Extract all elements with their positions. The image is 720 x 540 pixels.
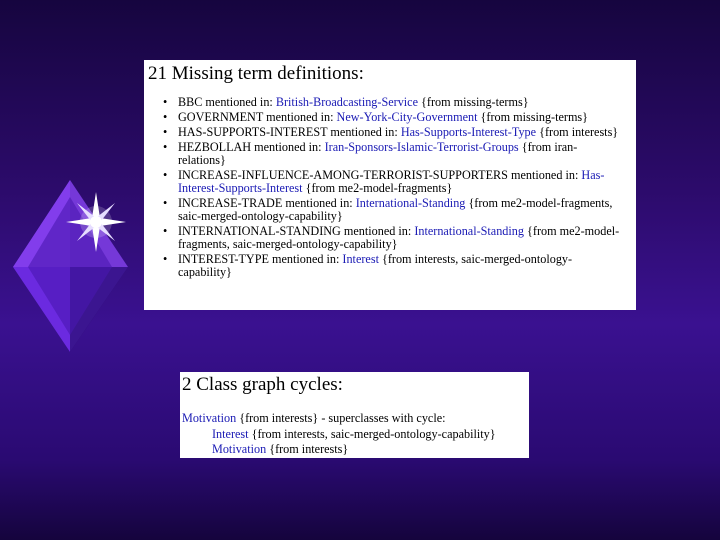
bullet-icon: • — [163, 140, 168, 154]
missing-term-text: INTEREST-TYPE mentioned in: — [178, 252, 343, 266]
missing-term-item — [144, 126, 622, 139]
definition-link[interactable]: Has-Supports-Interest-Type — [400, 125, 537, 139]
bullet-icon: • — [163, 110, 168, 124]
missing-term-text: HAS-SUPPORTS-INTEREST mentioned in: — [178, 125, 401, 139]
bullet-icon: • — [163, 252, 168, 266]
definition-link[interactable]: British-Broadcasting-Service — [275, 95, 418, 109]
bullet-icon: • — [163, 196, 168, 210]
cycle-source-text: {from interests} — [266, 442, 349, 456]
missing-term-item — [144, 169, 622, 195]
missing-definitions-title: 21 Missing term definitions: — [148, 63, 364, 84]
cycle-line — [182, 412, 446, 425]
missing-term-text: GOVERNMENT mentioned in: — [178, 110, 337, 124]
source-text: {from interests, saic-merged-ontology-capability} — [178, 252, 573, 279]
source-text: {from me2-model-fragments, saic-merged-ontology-capability} — [178, 196, 613, 223]
definition-link[interactable]: Interest — [342, 252, 379, 266]
source-text: {from me2-model-fragments} — [302, 181, 453, 195]
missing-term-text: HEZBOLLAH mentioned in: — [178, 140, 325, 154]
cycle-source-text: {from interests} - superclasses with cycle: — [236, 411, 446, 425]
missing-term-text: INCREASE-INFLUENCE-AMONG-TERRORIST-SUPPORTERS mentioned in: — [178, 168, 582, 182]
bullet-icon: • — [163, 224, 168, 238]
source-text: {from missing-terms} — [477, 110, 589, 124]
diamond-star-decoration — [8, 175, 133, 355]
cycle-source-text: {from interests, saic-merged-ontology-capability} — [248, 427, 496, 441]
missing-term-text: INTERNATIONAL-STANDING mentioned in: — [178, 224, 415, 238]
class-link[interactable]: Motivation — [182, 411, 237, 425]
source-text: {from me2-model-fragments, saic-merged-ontology-capability} — [178, 224, 620, 251]
missing-term-item — [144, 225, 622, 251]
class-link[interactable]: Motivation — [212, 442, 267, 456]
definition-link[interactable]: International-Standing — [355, 196, 466, 210]
missing-term-item — [144, 197, 622, 223]
missing-term-item — [144, 96, 622, 109]
definition-link[interactable]: International-Standing — [414, 224, 524, 238]
missing-definitions-list — [144, 96, 622, 281]
missing-term-item — [144, 253, 622, 279]
source-text: {from iran-relations} — [178, 140, 578, 167]
class-graph-cycles-title: 2 Class graph cycles: — [182, 374, 343, 395]
missing-term-item — [144, 111, 622, 124]
definition-link[interactable]: Has-Interest-Supports-Interest — [178, 168, 605, 195]
class-link[interactable]: Interest — [212, 427, 249, 441]
missing-term-text: BBC mentioned in: — [178, 95, 276, 109]
missing-term-text: INCREASE-TRADE mentioned in: — [178, 196, 356, 210]
cycle-line — [212, 428, 496, 441]
missing-definitions-panel — [144, 60, 636, 310]
missing-term-item — [144, 141, 622, 167]
bullet-icon: • — [163, 95, 168, 109]
bullet-icon: • — [163, 168, 168, 182]
source-text: {from interests} — [536, 125, 619, 139]
class-graph-cycles-panel — [180, 372, 529, 458]
cycle-line — [212, 443, 348, 456]
bullet-icon: • — [163, 125, 168, 139]
definition-link[interactable]: Iran-Sponsors-Islamic-Terrorist-Groups — [324, 140, 519, 154]
definition-link[interactable]: New-York-City-Government — [336, 110, 478, 124]
source-text: {from missing-terms} — [418, 95, 529, 109]
